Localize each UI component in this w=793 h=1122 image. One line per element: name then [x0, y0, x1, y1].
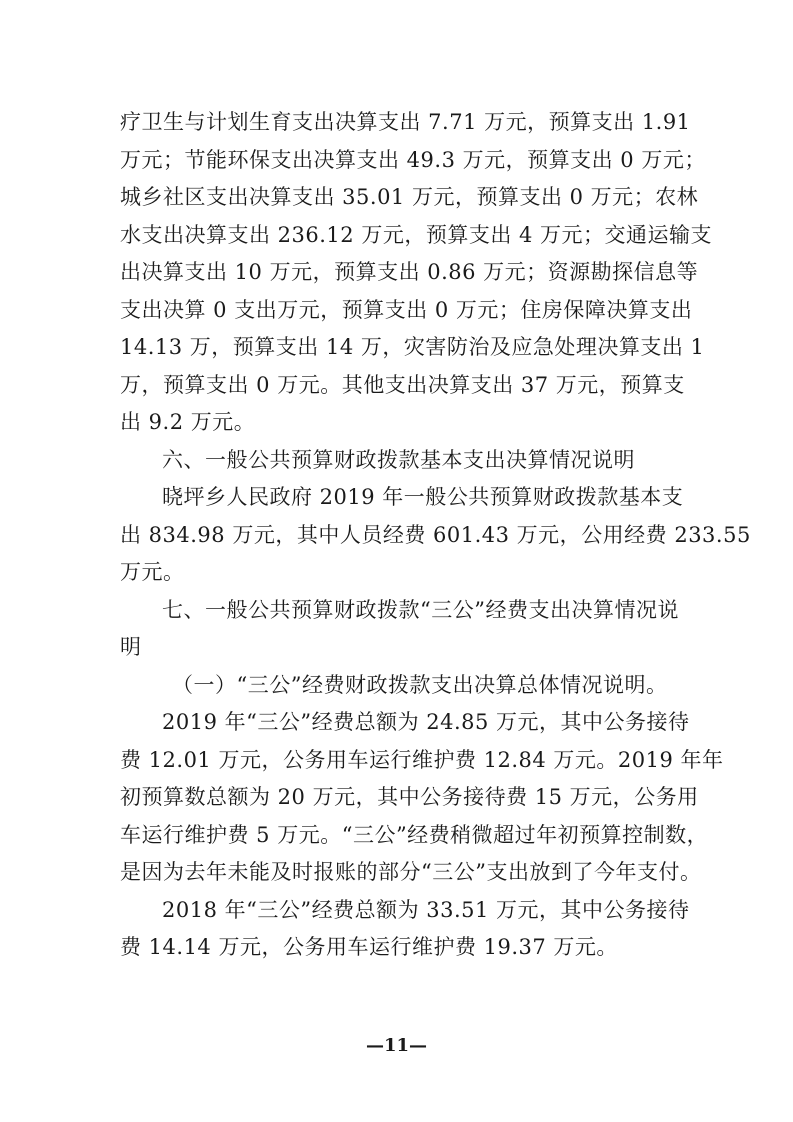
subsection-heading: （一）“三公”经费财政拨款支出决算总体情况说明。 — [172, 672, 668, 697]
body-text-line: 疗卫生与计划生育支出决算支出 7.71 万元，预算支出 1.91 — [120, 110, 691, 134]
section-heading: 六、一般公共预算财政拨款基本支出决算情况说明 — [162, 447, 635, 472]
body-text-line: 万元。 — [120, 560, 185, 584]
body-text-line: 出 9.2 万元。 — [120, 410, 256, 434]
body-text-line: 费 14.14 万元，公务用车运行维护费 19.37 万元。 — [120, 935, 618, 959]
body-text-line: 支出决算 0 支出万元，预算支出 0 万元；住房保障决算支出 — [120, 297, 693, 322]
body-text-line: 城乡社区支出决算支出 35.01 万元，预算支出 0 万元；农林 — [120, 185, 699, 209]
body-text-line: 水支出决算支出 236.12 万元，预算支出 4 万元；交通运输支 — [120, 222, 713, 247]
body-text-line: 出决算支出 10 万元，预算支出 0.86 万元；资源勘探信息等 — [120, 260, 699, 284]
body-text-line: 2019 年“三公”经费总额为 24.85 万元，其中公务接待 — [162, 710, 690, 734]
body-text-line: 出 834.98 万元，其中人员经费 601.43 万元，公用经费 233.55 — [120, 522, 751, 547]
body-text-line: 万，预算支出 0 万元。其他支出决算支出 37 万元，预算支 — [120, 372, 685, 397]
body-text-line: 2018 年“三公”经费总额为 33.51 万元，其中公务接待 — [162, 897, 690, 922]
body-text-line: 初预算数总额为 20 万元，其中公务接待费 15 万元，公务用 — [120, 785, 699, 809]
body-text-line: 万元；节能环保支出决算支出 49.3 万元，预算支出 0 万元； — [120, 147, 706, 172]
body-text-line: 费 12.01 万元，公务用车运行维护费 12.84 万元。2019 年年 — [120, 747, 724, 772]
section-heading: 七、一般公共预算财政拨款“三公”经费支出决算情况说 — [162, 597, 679, 622]
body-text-line: 车运行维护费 5 万元。“三公”经费稍微超过年初预算控制数， — [120, 822, 709, 847]
body-text-line: 14.13 万，预算支出 14 万，灾害防治及应急处理决算支出 1 — [120, 335, 705, 359]
body-text-line: 晓坪乡人民政府 2019 年一般公共预算财政拨款基本支 — [162, 485, 684, 509]
page-number: —11— — [365, 1035, 428, 1056]
section-heading-continuation: 明 — [120, 635, 142, 659]
body-text-line: 是因为去年未能及时报账的部分“三公”支出放到了今年支付。 — [120, 860, 702, 884]
